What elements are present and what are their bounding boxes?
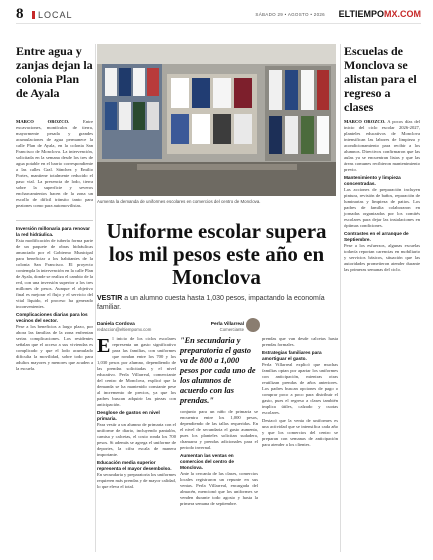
paragraph: Pese a los beneficios a largo plazo, por ahora las familias de la zona enfrentan serias complicaciones. Los residentes señalan que el acceso a sus viviendas es complicado y que el lodo acumulado dificulta la movilidad, sobre todo para adultos mayores y menores que acuden a la escuela. bbox=[16, 324, 93, 371]
subheading: Educación media superior representa el mayor desembolso. bbox=[97, 460, 172, 471]
brand-logo bbox=[339, 9, 421, 19]
right-story-lead bbox=[344, 119, 420, 173]
source-portrait bbox=[246, 318, 260, 332]
byline-author bbox=[97, 322, 197, 332]
subheading: Estrategias familiares para amortiguar el gasto. bbox=[262, 350, 322, 361]
right-story-headline: Escuelas de Monclova se alistan para el regreso a clases bbox=[344, 44, 417, 114]
subheading: Mantenimiento y limpieza concentradas. bbox=[344, 175, 401, 186]
brand-domain: MX.COM bbox=[384, 9, 421, 19]
subheading: Desglose de gastos en nivel primaria. bbox=[97, 410, 160, 421]
paragraph: Esta modificación de tubería forma parte de un paquete de obras hidráulicas anunciado por el Gobierno Municipal para beneficiar a los habitantes de la colonia San Francisco. El proyecto contempla la intervención en la calle Plan de Ayala, donde se realiza el cambio de la red, con una inversión superior a los tres millones de pesos. Aunque el objetivo final es mejorar el flujo y el servicio del vital líquido, el proceso ha generado inconvenientes. bbox=[16, 238, 93, 309]
source-name: Perla Villarreal bbox=[210, 322, 244, 327]
brand-name: ELTIEMPO bbox=[338, 9, 384, 19]
drop-cap: E bbox=[97, 335, 111, 357]
paragraph: Pese a los esfuerzos, algunas escuelas todavía reportan carencias en mobiliario y servicios básicos, situación que las autoridades prometieron atender durante las primeras semanas del ciclo. bbox=[344, 243, 420, 272]
column-divider bbox=[340, 44, 341, 552]
photo-caption: Aumenta la demanda de uniformes escolares en comercios del centro de Monclova. bbox=[97, 199, 261, 204]
deck-keyword: VESTIR bbox=[97, 295, 123, 302]
author-email: redaccion@eltiempomx.com bbox=[97, 327, 152, 332]
main-column-3 bbox=[262, 336, 338, 448]
subheading: Inversión millonaria para renovar la red hidráulica. bbox=[16, 226, 90, 237]
paragraph: Ante la cercanía de las clases, comercios locales registraron un repunte en sus ventas. Perla Villarreal, encargada del almacén, mencionó que los uniformes se venden durante todo agosto y hasta la primera semana de septiembre. bbox=[180, 471, 258, 506]
lead-text: A pocos días del inicio del ciclo escolar 2026-2027, planteles educativos de Monclova intensifican las labores de limpieza y acondicionamiento para recibir a los alumnos. Directivos confirmaron que las aulas ya se encuentran listas y que las áreas comunes recibieron mantenimiento previo. bbox=[344, 119, 420, 172]
paragraph: conjunto para un niño de primaria se encuentra entre los 1,000 pesos, dependiendo de las tallas requeridas. En el nivel de secundaria el gasto aumenta, pues los planteles solicitan sudadera, chamarra y prendas adicionales para el periodo invernal. bbox=[180, 409, 258, 450]
left-story-lead bbox=[16, 119, 93, 209]
subheading: Complicaciones diarias para los vecinos del sector. bbox=[16, 312, 88, 323]
paragraph: Las acciones de preparación incluyen pintura, revisión de baños, reparación de luminarias y limpieza de patios. Los padres de familia colaboraron en jornadas organizadas por los comités escolares para dejar las instalaciones en óptimas condiciones. bbox=[344, 187, 420, 228]
opening-paragraph bbox=[97, 336, 176, 408]
main-headline: Uniforme escolar supera los mil pesos este año en Monclova bbox=[106, 219, 327, 289]
main-deck bbox=[97, 294, 336, 312]
lead-text: Entre excavaciones, montículos de tierra, mayormente pesada y grandes acumulaciones de agua permanece la calle Plan de Ayala, en la colonia San Francisco de Monclova. La intervención, solicitada en la semana desde los tres de agua potable en el barrio correspondiente a las calles Gral. Sánchez y Emilio Portes, mantiene totalmente reducido el paso vial. La presencia de lodo, tierra sobre la superficie y severos encharcamientos hacen de la zona un escollo de difícil tránsito tanto para peatones como para automovilistas. bbox=[16, 119, 93, 208]
paragraph: Para vestir a un alumno de primaria con el uniforme de diario, incluyendo pantalón, camisa y calcetas, el costo ronda los 700 pesos. Si además se agrega el uniforme de deportes, la cifra escala de manera importante. bbox=[97, 422, 176, 457]
page-number: 8 bbox=[16, 6, 24, 22]
divider bbox=[16, 220, 93, 221]
pull-quote: "En secundaria y preparatoria el gasto va de 800 a 1,000 pesos por cada uno de los alumnos de acuerdo con las prendas." bbox=[180, 336, 256, 405]
left-story-continued bbox=[16, 224, 93, 372]
reporter-name: MARCO OROZCO. bbox=[344, 119, 386, 124]
paragraph: Perla Villarreal explicó que muchas familias optan por apartar los uniformes con anticipación, mientras otras reutilizan prendas de años anteriores. Los padres buscan opciones de pago o comprar poco a poco para distribuir el gasto, pues el regreso a clases también implica útiles, calzado y cuotas escolares. bbox=[262, 362, 338, 415]
paragraph: En secundaria y preparatoria los uniformes requieren más prendas y de mayor calidad, lo que eleva el total. bbox=[97, 472, 176, 489]
store-photo bbox=[97, 44, 336, 196]
left-story-headline: Entre agua y zanjas dejan la colonia Plan de Ayala bbox=[16, 44, 93, 100]
paragraph: Destacó que la venta de uniformes es una actividad que se intensifica cada año y que los comercios del centro se preparan con semanas de anticipación para atender a los clientes. bbox=[262, 418, 338, 447]
deck-text: a un alumno cuesta hasta 1,030 pesos, impactando la economía familiar. bbox=[97, 295, 325, 311]
main-column-1 bbox=[97, 336, 176, 490]
paragraph: prendas que van desde calcetas hasta prendas formales. bbox=[262, 336, 338, 347]
subheading: Contrastes en el arranque de Septiembre. bbox=[344, 231, 409, 242]
right-story-body bbox=[344, 119, 420, 273]
issue-date: SÁBADO 29 • AGOSTO • 2026 bbox=[255, 12, 325, 17]
reporter-name: MARCO OROZCO. bbox=[16, 119, 70, 124]
main-column-2 bbox=[180, 336, 258, 507]
page-header bbox=[16, 6, 421, 24]
byline-source bbox=[202, 322, 244, 332]
author-name: Daniela Cordova bbox=[97, 322, 135, 327]
uniform-store-illustration bbox=[97, 44, 336, 196]
column-divider bbox=[95, 44, 96, 552]
subheading: Aumentan las ventas en comercios del centro de Monclova. bbox=[180, 453, 234, 470]
section-label: LOCAL bbox=[32, 10, 73, 20]
source-role: Comerciante bbox=[219, 327, 244, 332]
left-story-body bbox=[16, 119, 93, 209]
opening-text: l inicio de los ciclos escolares representa un gasto significativo para las familias, con uniformes que rondan entre los 700 y los 1,030 pesos por alumno, dependiendo de las prendas solicitadas y el nivel educativo. Perla Villarreal, comerciante del centro de Monclova, explicó que la demanda se ha mantenido constante pese al incremento de precios, ya que los padres buscan adquirir las piezas con anticipación. bbox=[97, 336, 176, 407]
